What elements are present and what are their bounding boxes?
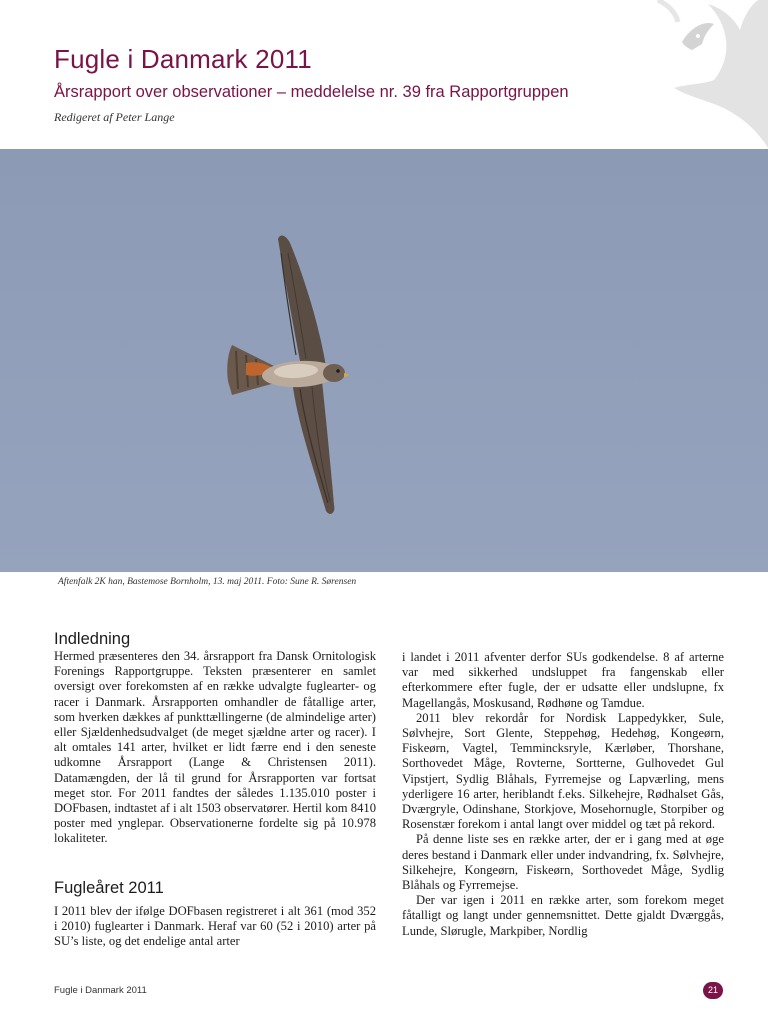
section-heading-intro: Indledning bbox=[54, 630, 131, 648]
year-paragraph-1: I 2011 blev der ifølge DOFbasen registreret i alt 361 (mod 352 i 2010) fuglearter i Danmark. Heraf var 60 (52 i 2010) arter på SU’s liste, og det endelige antal arter bbox=[54, 903, 376, 949]
section-heading-year: Fugleåret 2011 bbox=[54, 878, 164, 897]
bird-logo-icon bbox=[618, 0, 768, 148]
right-column bbox=[402, 650, 724, 939]
falcon-icon bbox=[0, 149, 768, 572]
page-subtitle: Årsrapport over observationer – meddelelse nr. 39 fra Rapportgruppen bbox=[54, 83, 569, 101]
year-paragraph-4: Der var igen i 2011 en række arter, som forekom meget fåtalligt og langt under gennemsnittet. Dette gjaldt Dværggås, Lunde, Slørugle, Markpiber, Nordlig bbox=[402, 893, 724, 938]
page-number-badge: 21 bbox=[703, 982, 723, 999]
falcon-photo bbox=[0, 149, 768, 572]
left-column bbox=[54, 630, 376, 949]
year-paragraph-2: 2011 blev rekordår for Nordisk Lappedykker, Sule, Sølvhejre, Sort Glente, Steppehøg, Hedehøg, Kongeørn, Fiskeørn, Vagtel, Temmincksryle, Kærløber, Thorshane, Sorthovedet Måge, Rovterne, Sortterne, Gulhovedet Gul Vipstjert, Sydlig Blåhals, Fyrremejse og Lapværling, mens yderligere 16 arter, heriblandt f.eks. Silkehejre, Rødhalset Gås, Dværgryle, Odinshane, Storkjove, Mosehornugle, Storpiber og Rosenstær forekom i antal langt over middel og tæt på rekord. bbox=[402, 710, 724, 832]
year-paragraph-1-continued: i landet i 2011 afventer derfor SUs godkendelse. 8 af arterne var med sikkerhed undsluppet fra fangenskab eller efterkommere efter fugle, der er udsatte eller undslupne, fx Magellangås, Moskusand, Rødhøne og Tamdue. bbox=[402, 650, 724, 710]
page-title: Fugle i Danmark 2011 bbox=[54, 44, 312, 74]
intro-paragraph: Hermed præsenteres den 34. årsrapport fra Dansk Ornitologisk Forenings Rapportgruppe. Teksten præsenterer en samlet oversigt over forekomsten af en række udvalgte fuglearter- og racer i Danmark. Årsrapporten omhandler de fåtallige arter, som hverken dækkes af punkttællingerne (de almindelige arter) eller Sjældenhedsudvalget (de meget sjældne arter og racer). I alt omtales 141 arter, hvilket er lidt færre end i den seneste udkomne Årsrapport (Lange & Christensen 2011). Datamængden, der lå til grund for Årsrapporten var fortsat meget stor. For 2011 fandtes der således 1.135.010 poster i DOFbasen, indtastet af i alt 1503 observatører. Hertil kom 8410 poster med ynglepar. Observationerne fordelte sig på 10.978 lokaliteter. bbox=[54, 649, 376, 846]
year-paragraph-3: På denne liste ses en række arter, der er i gang med at øge deres bestand i Danmark eller under indvandring, fx. Sølvhejre, Silkehejre, Kongeørn, Fiskeørn, Sorthovedet Måge, Sydlig Blåhals og Fyrremejse. bbox=[402, 832, 724, 893]
editor-credit: Redigeret af Peter Lange bbox=[54, 110, 175, 124]
photo-caption: Aftenfalk 2K han, Bastemose Bornholm, 13. maj 2011. Foto: Sune R. Sørensen bbox=[58, 577, 357, 587]
footer-journal-name: Fugle i Danmark 2011 bbox=[54, 985, 147, 996]
